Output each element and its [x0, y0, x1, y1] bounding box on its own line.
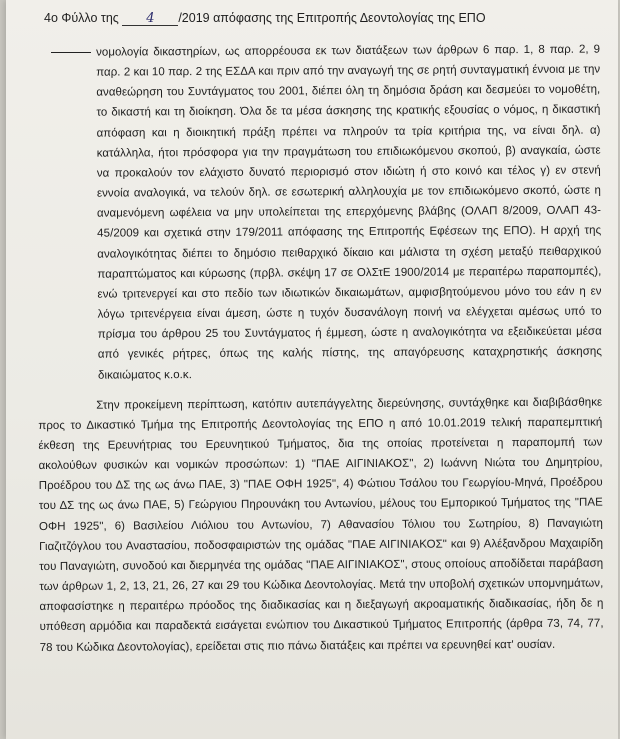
paragraph-2: Στην προκείμενη περίπτωση, κατόπιν αυτεπάγγελτης διερεύνησης, συντάχθηκε και διαβιβάσθηκε προς το Δικαστικό Τμήμα της Επιτροπής Δεοντολογίας της ΕΠΟ η από 10.01.2019 τελική παραπεμπτική έκθεση της Ερευνήτριας του Ερευνητικού Τμήματος, δια της οποίας προτείνεται η παραπομπή των ακολούθων φυσικών και νομικών προσώπων: 1) "ΠΑΕ ΑΙΓΙΝΙΑΚΟΣ", 2) Ιωάννη Νιώτα του Δημητρίου, Προέδρου του ΔΣ της ως άνω ΠΑΕ, 3) "ΠΑΕ ΟΦΗ 1925", 4) Φώτιου Τσάλου του Γεωργίου-Μηνά, Προέδρου του ΔΣ της ως άνω ΠΑΕ, 5) Γεώργιου Πηρουνάκη του Αντωνίου, μέλους του Εμπορικού Τμήματος της "ΠΑΕ ΟΦΗ 1925", 6) Βασιλείου Λιόλιου του Αντωνίου, 7) Αθανασίου Τόλιου του Σωτηρίου, 8) Παναγιώτη Γιαζιτζόγλου του Αναστασίου, ποδοσφαιριστών της ομάδας "ΠΑΕ ΑΙΓΙΝΙΑΚΟΣ" και 9) Αλέξανδρου Μαχαιρίδη του Παναγιώτη, συνοδού και διερμηνέα της ομάδας "ΠΑΕ ΑΙΓΙΝΙΑΚΟΣ", στους οποίους αποδίδεται παράβαση των άρθρων 1, 2, 13, 21, 26, 27 και 29 του Κώδικα Δεοντολογίας. Μετά την υποβολή σχετικών υπομνημάτων, αποφασίστηκε η περαιτέρω πρόοδος της διαδικασίας και η διεξαγωγή ακροαματικής διαδικασίας, ήδη δε η υπόθεση αρμόδια και παραδεκτά εισάγεται ενώπιον του Δικαστικού Τμήματος Επιτροπής (άρθρα 73, 74, 77, 78 του Κώδικα Δεοντολογίας), ερείδεται στις πιο πάνω διατάξεις και πρέπει να ερευνηθεί κατ' ουσίαν. [38, 396, 604, 654]
paragraph-1: νομολογία δικαστηρίων, ως απορρέουσα εκ των διατάξεων των άρθρων 6 παρ. 1, 8 παρ. 2, 9 παρ. 2 και 10 παρ. 2 της ΕΣΔΑ και πριν από την αναγωγή της σε ρητή συνταγματική έννοια με την αναθεώρηση του Συντάγματος του 2001, διέπει όλη τη δημόσια δράση και δεσμεύει το νομοθέτη, το δικαστή και τη διοίκηση. Όλα δε τα μέσα άσκησης της κρατικής εξουσίας ο νόμος, η δικαστική απόφαση και η διοικητική πράξη πρέπει να πληρούν τα τρία κριτήρια της, να είναι δηλ. α) κατάλληλα, ήτοι πρόσφορα για την πραγμάτωση του επιδιωκόμενου σκοπού, β) αναγκαία, ώστε να προκαλούν τον ελάχιστο δυνατό περιορισμό στον ιδιώτη ή στο κοινό και τέλος γ) εν στενή εννοία αναλογικά, να τελούν δηλ. σε εσωτερική αλληλουχία με τον επιδιωκόμενο σκοπό, ώστε η αναμενόμενη ωφέλεια να μην υπολείπεται της επερχόμενης βλάβης (ΟΛΑΠ 8/2009, ΟΛΑΠ 43-45/2009 και σχετικά στην 179/2011 απόφασης της Επιτροπής Εφέσεων της ΕΠΟ). Η αρχή της αναλογικότητας διέπει το δημόσιο πειθαρχικό δίκαιο και μάλιστα τη σχέση μεταξύ πειθαρχικού παραπτώματος και κύρωσης (πρβλ. σκέψη 17 σε ΟλΣτΕ 1900/2014 με περαιτέρω παραπομπές), ενώ τριτενεργεί και στο πεδίο των ιδιωτικών δικαιωμάτων, αμφισβητούμενου μόνο του εάν η εν λόγω τριτενέργεια είναι άμεση, ώστε η τυχόν δυσανάλογη ποινή να ελέγχεται αμέσως υπό το πρίσμα του άρθρου 25 του Συντάγματος ή έμμεση, ώστε η αναλογικότητα να εξειδικεύεται μέσα από γενικές ρήτρες, όπως της καλής πίστης, της απαγόρευσης καταχρηστικής άσκησης δικαιώματος κ.ο.κ. [96, 43, 602, 382]
document-page [6, 0, 618, 739]
document-body [36, 40, 604, 658]
page-header [44, 11, 486, 26]
header-suffix: /2019 απόφασης της Επιτροπής Δεοντολογίας της ΕΠΟ [178, 11, 486, 25]
header-prefix: 4ο Φύλλο της [44, 11, 119, 25]
handwritten-page-number: 4 [122, 13, 178, 26]
